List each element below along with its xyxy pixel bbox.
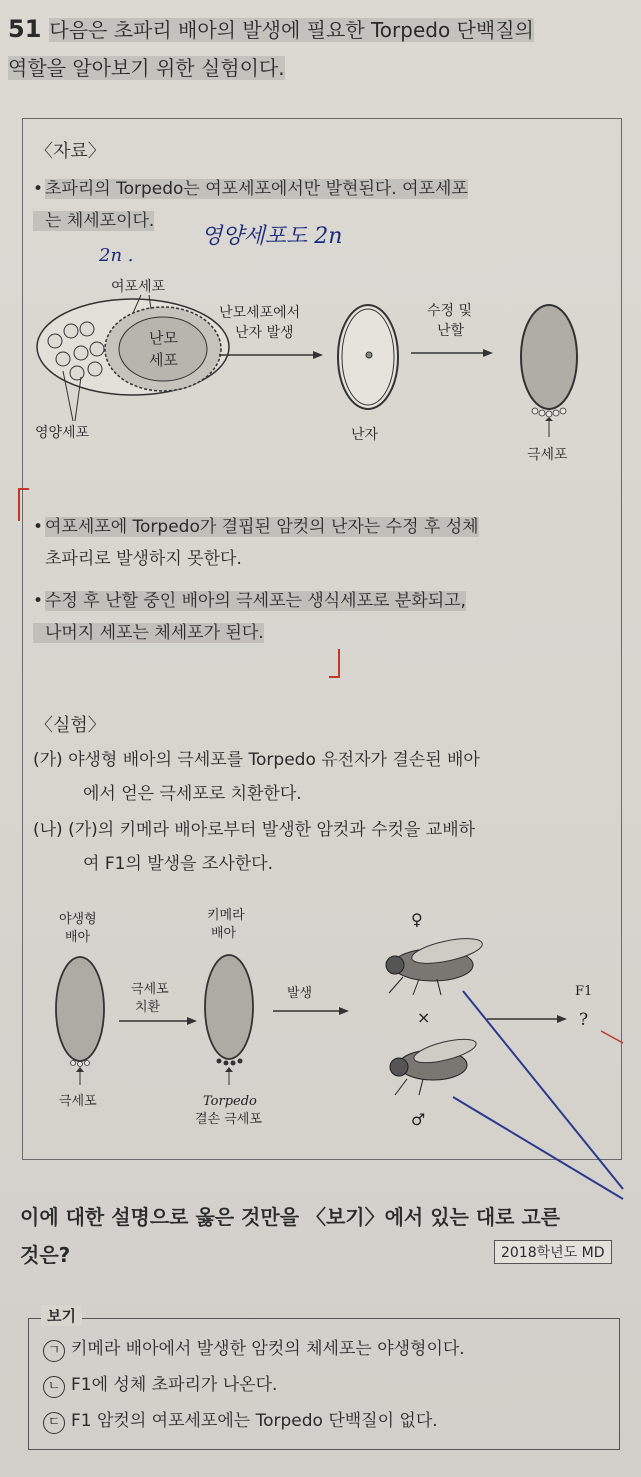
red-bracket-mark: [15, 487, 35, 527]
data-box: [22, 118, 622, 1160]
question-number: 51: [8, 15, 42, 43]
choice-3-mark: ㄷ: [43, 1412, 65, 1434]
choice-2-mark: ㄴ: [43, 1376, 65, 1398]
bullet-2: • 여포세포에 Torpedo가 결핍된 암컷의 난자는 수정 후 성체 초파리로 발생하지 못한다.: [33, 517, 479, 569]
experiment-title: 〈실험〉: [35, 715, 106, 736]
nurse-cell-label: 영양세포: [35, 425, 90, 441]
handwritten-note-1: 영양세포도 2n: [201, 224, 343, 249]
torpedo-label: Torpedo: [203, 1094, 257, 1109]
wild-type-embryo: [56, 957, 104, 1061]
figure-1-oogenesis: [23, 269, 623, 489]
experiment-a-line-2: 에서 얻은 극세포로 치환한다.: [83, 784, 302, 804]
choice-1-mark: ㄱ: [43, 1340, 65, 1362]
bullet-3-line-2: 나머지 세포는 체세포가 된다.: [33, 623, 264, 643]
bullet-3-line-1: 수정 후 난할 중인 배아의 극세포는 생식세포로 분화되고,: [45, 591, 466, 611]
pole-cell-label: 극세포: [527, 447, 568, 463]
choice-3-text: F1 암컷의 여포세포에는 Torpedo 단백질이 없다.: [71, 1411, 438, 1431]
source-badge: 2018학년도 MD: [494, 1240, 612, 1264]
female-fly: [386, 934, 484, 995]
swap-label-2: 치환: [135, 1000, 161, 1015]
swap-label-1: 극세포: [131, 982, 169, 997]
pen-line-1: [463, 991, 623, 1189]
bullet-2-line-1: 여포세포에 Torpedo가 결핍된 암컷의 난자는 수정 후 성체: [45, 517, 479, 537]
experiment-a-line-1: (가) 야생형 배아의 극세포를 Torpedo 유전자가 결손된 배아: [33, 750, 480, 770]
f1-label: F1: [575, 984, 593, 999]
experiment-b-line-1: (나) (가)의 키메라 배아로부터 발생한 암컷과 수컷을 교배하: [33, 820, 476, 840]
bullet-2-line-2: 초파리로 발생하지 못한다.: [45, 549, 242, 569]
red-pen-mark: [601, 1031, 623, 1043]
arrow-2-label-2: 난할: [437, 323, 465, 339]
pole-cell-left-label: 극세포: [59, 1094, 97, 1109]
wild-type-label-1: 야생형: [59, 912, 97, 927]
bogi-box: [28, 1307, 620, 1450]
f1-question-mark: ?: [579, 1010, 589, 1030]
experiment-step-b: [33, 813, 613, 881]
choice-3[interactable]: [43, 1407, 438, 1435]
chimera-embryo: [205, 955, 253, 1059]
choice-1-text: 키메라 배아에서 발생한 암컷의 체세포는 야생형이다.: [71, 1339, 465, 1359]
question-line-1: 다음은 초파리 배아의 발생에 필요한 Torpedo 단백질의: [49, 18, 534, 42]
prompt-line-2: 것은?: [20, 1243, 71, 1267]
arrow-1-label-1: 난모세포에서: [219, 305, 301, 321]
experiment-b-line-2: 여 F1의 발생을 조사한다.: [83, 854, 274, 874]
bogi-title: 보기: [41, 1305, 82, 1326]
wild-type-label-2: 배아: [65, 930, 91, 945]
pen-line-2: [453, 1097, 623, 1199]
bullet-3: • 수정 후 난할 중인 배아의 극세포는 생식세포로 분화되고, 나머지 세포는 체세포가 된다.: [33, 591, 466, 643]
bullet-1-line-1: 초파리의 Torpedo는 여포세포에서만 발현된다. 여포세포: [45, 179, 468, 199]
arrow-2-label-1: 수정 및: [427, 303, 473, 319]
bullet-1: • 초파리의 Torpedo는 여포세포에서만 발현된다. 여포세포 는 체세포이다.: [33, 179, 468, 231]
follicle-label: 여포세포: [111, 279, 166, 295]
wild-type-pole-cells: [71, 1061, 90, 1067]
develop-label: 발생: [287, 986, 313, 1001]
experiment-step-a: [33, 743, 613, 811]
oocyte: [119, 317, 207, 381]
chimera-label-1: 키메라: [207, 908, 245, 923]
oocyte-label-1: 난모: [149, 329, 178, 347]
embryo: [521, 305, 577, 409]
red-bracket-mark-2: [327, 647, 351, 687]
bullet-1-line-2: 는 체세포이다.: [33, 211, 154, 231]
question-header: [8, 10, 628, 87]
egg-label: 난자: [351, 427, 379, 443]
choice-2[interactable]: [43, 1371, 277, 1399]
chimera-label-2: 배아: [211, 926, 237, 941]
oocyte-label-2: 세포: [149, 351, 178, 369]
choice-2-text: F1에 성체 초파리가 나온다.: [71, 1375, 278, 1395]
male-fly: [390, 1035, 478, 1095]
handwritten-note-2: 2n .: [99, 245, 134, 266]
cross-symbol: ×: [417, 1008, 431, 1027]
arrow-1-label-2: 난자 발생: [235, 325, 294, 341]
male-symbol: ♂: [411, 1110, 426, 1129]
female-symbol: ♀: [411, 910, 423, 929]
prompt-line-1: 이에 대한 설명으로 옳은 것만을 〈보기〉에서 있는 대로 고른: [20, 1205, 561, 1229]
deleted-pole-label: 결손 극세포: [195, 1112, 262, 1127]
data-section-title: 〈자료〉: [35, 141, 106, 162]
question-line-2: 역할을 알아보기 위한 실험이다.: [8, 56, 285, 80]
choice-1[interactable]: [43, 1335, 465, 1363]
figure-2-experiment: [23, 899, 623, 1139]
